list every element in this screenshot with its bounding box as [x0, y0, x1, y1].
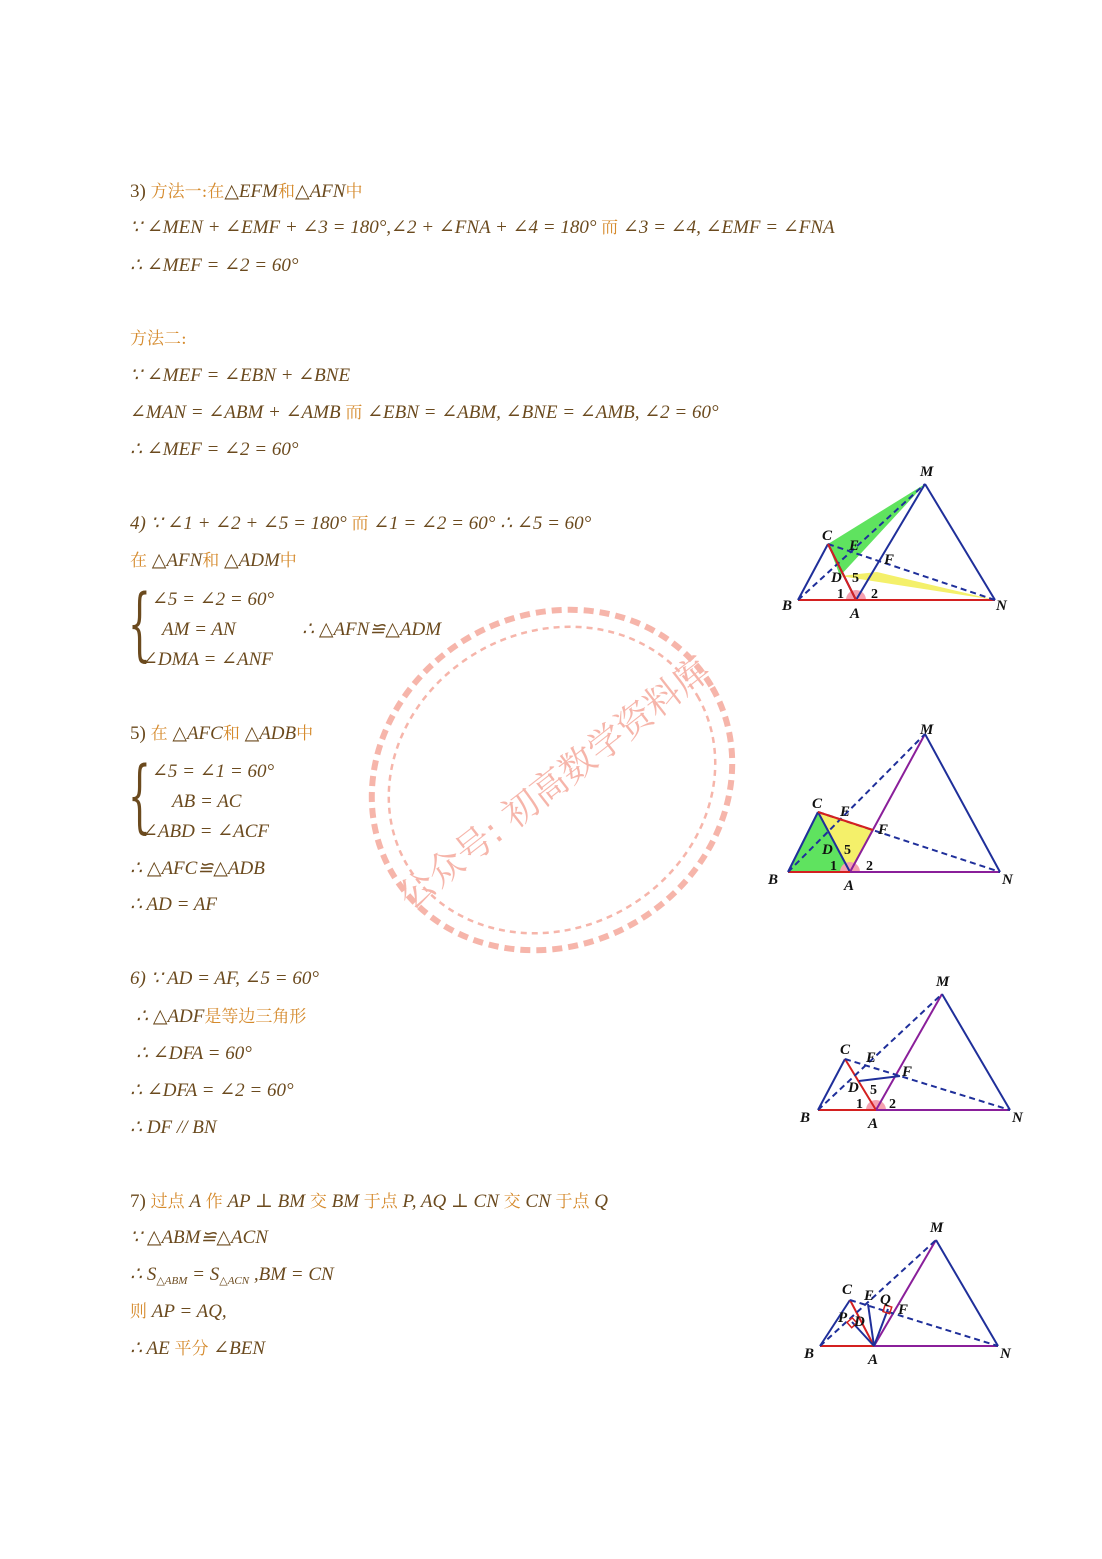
- watermark-text: 公众号: 初高数学资料库: [391, 649, 719, 918]
- s5-cond1: ∠5 = ∠1 = 60°: [152, 761, 275, 782]
- label-M: M: [930, 1220, 944, 1236]
- label-F: F: [884, 552, 895, 568]
- label-F: F: [878, 822, 889, 838]
- label-2: 2: [889, 1097, 896, 1112]
- label-M: M: [936, 974, 950, 990]
- label-2: 2: [871, 587, 878, 602]
- label-A: A: [868, 1352, 879, 1368]
- s6-line2: ∴ △ADF是等边三角形: [136, 1006, 307, 1027]
- s5-result1: ∴ △AFC≌△ADB: [130, 858, 265, 879]
- label-A: A: [844, 878, 855, 892]
- label-E: E: [866, 1050, 877, 1066]
- s4-line1: 4) ∵ ∠1 + ∠2 + ∠5 = 180° 而 ∠1 = ∠2 = 60° ∴ ∠5 = 60°: [130, 513, 592, 534]
- s6-line1: 6) ∵ AD = AF, ∠5 = 60°: [130, 968, 319, 989]
- s7-line5: ∴ AE 平分 ∠BEN: [130, 1338, 266, 1359]
- s6-line3: ∴ ∠DFA = 60°: [136, 1043, 252, 1064]
- s5-result2: ∴ AD = AF: [130, 894, 218, 915]
- s4-line2: 在 △AFN和 △ADM中: [130, 550, 297, 571]
- label-P: P: [838, 1310, 848, 1326]
- label-D: D: [854, 1314, 865, 1330]
- s4-brace: {: [128, 577, 151, 670]
- figure-s7: [796, 1212, 1026, 1372]
- s5-cond2: AB = AC: [172, 791, 242, 812]
- label-C: C: [842, 1282, 853, 1298]
- s6-line4: ∴ ∠DFA = ∠2 = 60°: [130, 1080, 294, 1101]
- figure-s6: [790, 968, 1040, 1136]
- label-N: N: [1000, 1346, 1011, 1362]
- label-F: F: [898, 1302, 909, 1318]
- watermark-stamp: [352, 600, 752, 960]
- s4-conclusion: ∴ △AFN≌△ADM: [302, 619, 442, 640]
- figure-s5: [760, 712, 1030, 892]
- m2-line2: ∠MAN = ∠ABM + ∠AMB 而 ∠EBN = ∠ABM, ∠BNE = ∠AMB, ∠2 = 60°: [130, 402, 719, 423]
- s3-line2: ∵ ∠MEN + ∠EMF + ∠3 = 180°,∠2 + ∠FNA + ∠4 = 180° 而 ∠3 = ∠4, ∠EMF = ∠FNA: [130, 217, 835, 238]
- s7-line3: ∴ $S_{\triangle ABM} = S_{\triangle ACN}$ ,BM = CN: [130, 1264, 334, 1287]
- s4-cond1: ∠5 = ∠2 = 60°: [152, 589, 275, 610]
- label-B: B: [768, 872, 779, 888]
- label-C: C: [812, 796, 823, 812]
- s6-line5: ∴ DF // BN: [130, 1117, 217, 1138]
- label-B: B: [800, 1110, 811, 1126]
- label-M: M: [920, 722, 934, 738]
- label-Q: Q: [880, 1292, 891, 1308]
- s4-cond2: AM = AN: [162, 619, 236, 640]
- label-D: D: [848, 1080, 859, 1096]
- label-1: 1: [837, 587, 844, 602]
- label-A: A: [850, 606, 861, 622]
- label-E: E: [849, 538, 860, 554]
- label-E: E: [864, 1288, 875, 1304]
- label-B: B: [782, 598, 793, 614]
- label-D: D: [822, 842, 833, 858]
- s3-heading: 3) 方法一:在△EFM和△AFN中: [130, 181, 363, 202]
- label-5: 5: [852, 571, 859, 586]
- s5-cond3: ∠ABD = ∠ACF: [142, 821, 269, 842]
- label-1: 1: [856, 1097, 863, 1112]
- s4-cond3: ∠DMA = ∠ANF: [142, 649, 273, 670]
- label-C: C: [840, 1042, 851, 1058]
- m2-heading: 方法二:: [130, 329, 187, 349]
- label-C: C: [822, 528, 833, 544]
- m2-line3: ∴ ∠MEF = ∠2 = 60°: [130, 439, 299, 460]
- label-D: D: [831, 570, 842, 586]
- s5-heading: 5) 在 △AFC和 △ADB中: [130, 723, 314, 744]
- label-N: N: [996, 598, 1007, 614]
- s7-line1: 7) 过点 A 作 AP ⊥ BM 交 BM 于点 P, AQ ⊥ CN 交 CN 于点 Q: [130, 1191, 608, 1212]
- s7-line4: 则 AP = AQ,: [130, 1301, 227, 1322]
- label-N: N: [1002, 872, 1013, 888]
- label-5: 5: [844, 843, 851, 858]
- label-N: N: [1012, 1110, 1023, 1126]
- label-5: 5: [870, 1083, 877, 1098]
- label-1: 1: [830, 859, 837, 874]
- m2-line1: ∵ ∠MEF = ∠EBN + ∠BNE: [130, 365, 351, 386]
- s5-brace: {: [128, 749, 151, 842]
- s3-line3: ∴ ∠MEF = ∠2 = 60°: [130, 255, 299, 276]
- label-M: M: [920, 464, 934, 480]
- label-2: 2: [866, 859, 873, 874]
- s7-line2: ∵ △ABM≌△ACN: [130, 1227, 268, 1248]
- label-E: E: [840, 804, 851, 820]
- label-F: F: [902, 1064, 913, 1080]
- label-B: B: [804, 1346, 815, 1362]
- figure-s4: [770, 458, 1030, 628]
- label-A: A: [868, 1116, 879, 1132]
